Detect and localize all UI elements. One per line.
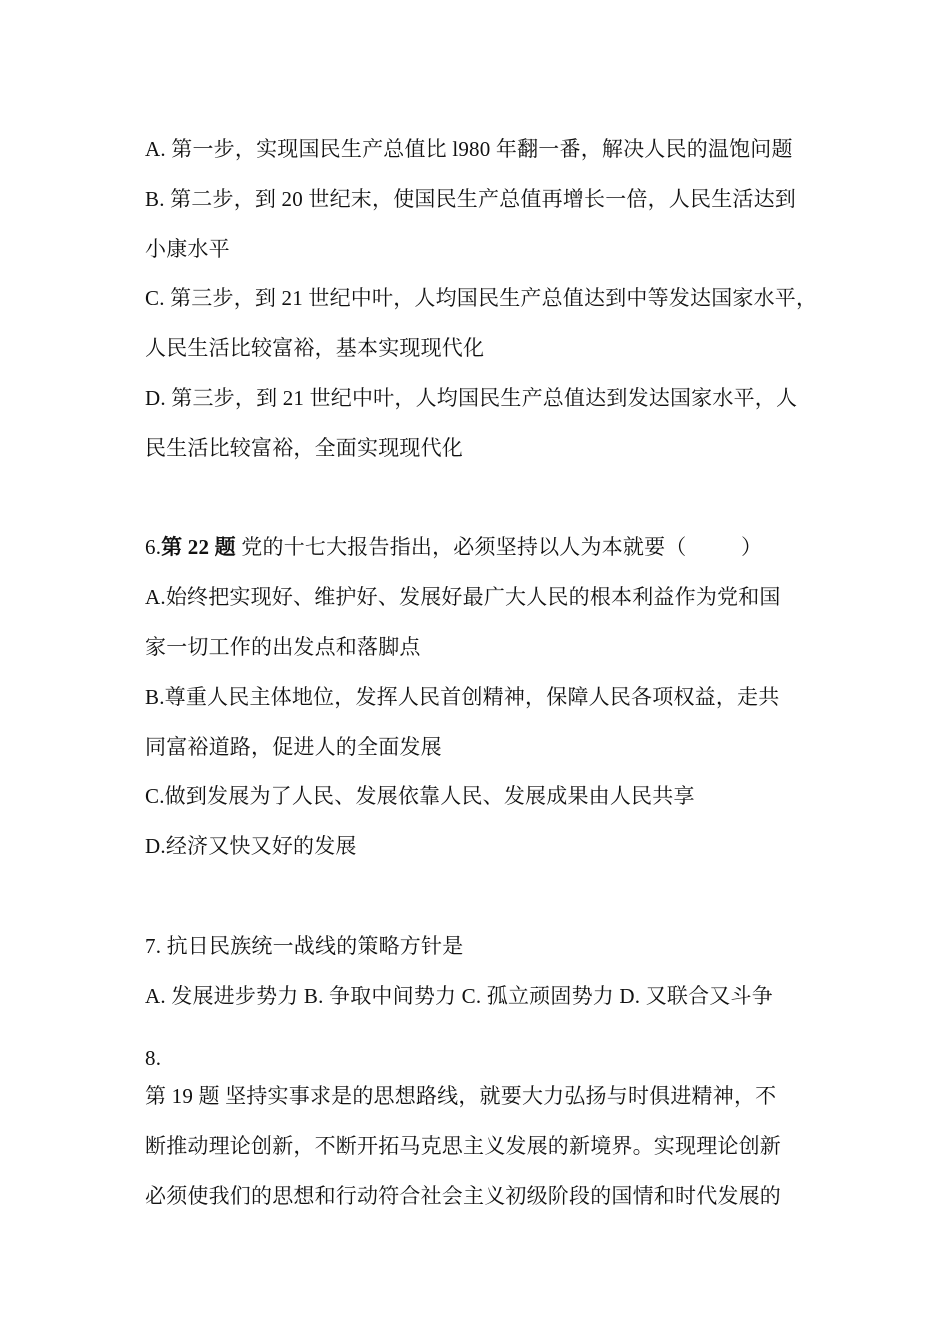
q8-number: 8. [145,1046,162,1070]
q5-option-b-line1: B. 第二步，到 20 世纪末，使国民生产总值再增长一倍，人民生活达到 [145,187,797,211]
q8-line3: 必须使我们的思想和行动符合社会主义初级阶段的国情和时代发展的 [145,1184,781,1208]
q5-option-d-line2: 民生活比较富裕，全面实现现代化 [145,436,463,460]
q6-tag: 第 22 题 [161,535,236,559]
q5-option-c-line1: C. 第三步，到 21 世纪中叶，人均国民生产总值达到中等发达国家水平， [145,286,818,310]
q6-option-b-line2: 同富裕道路，促进人的全面发展 [145,735,442,759]
q7-stem: 7. 抗日民族统一战线的策略方针是 [145,934,464,958]
q6-number: 6. [145,535,162,559]
q5-option-b-line2: 小康水平 [145,237,230,261]
q6-option-c: C.做到发展为了人民、发展依靠人民、发展成果由人民共享 [145,784,695,808]
q6-option-a-line1: A.始终把实现好、维护好、发展好最广大人民的根本利益作为党和国 [145,585,781,609]
q6-option-b-line1: B.尊重人民主体地位，发挥人民首创精神，保障人民各项权益，走共 [145,685,780,709]
q8-line2: 断推动理论创新，不断开拓马克思主义发展的新境界。实现理论创新 [145,1134,781,1158]
q5-option-c-line2: 人民生活比较富裕，基本实现现代化 [145,336,485,360]
q5-option-d-line1: D. 第三步，到 21 世纪中叶，人均国民生产总值达到发达国家水平，人 [145,386,798,410]
q8-line1: 第 19 题 坚持实事求是的思想路线，就要大力弘扬与时俱进精神，不 [145,1084,777,1108]
q7-options: A. 发展进步势力 B. 争取中间势力 C. 孤立顽固势力 D. 又联合又斗争 [145,984,773,1008]
q6-stem-text: 党的十七大报告指出，必须坚持以人为本就要（ ） [235,535,763,559]
q5-option-a: A. 第一步，实现国民生产总值比 l980 年翻一番，解决人民的温饱问题 [145,137,793,161]
q6-option-a-line2: 家一切工作的出发点和落脚点 [145,635,421,659]
q6-option-d: D.经济又快又好的发展 [145,834,357,858]
q6-stem [145,533,762,561]
